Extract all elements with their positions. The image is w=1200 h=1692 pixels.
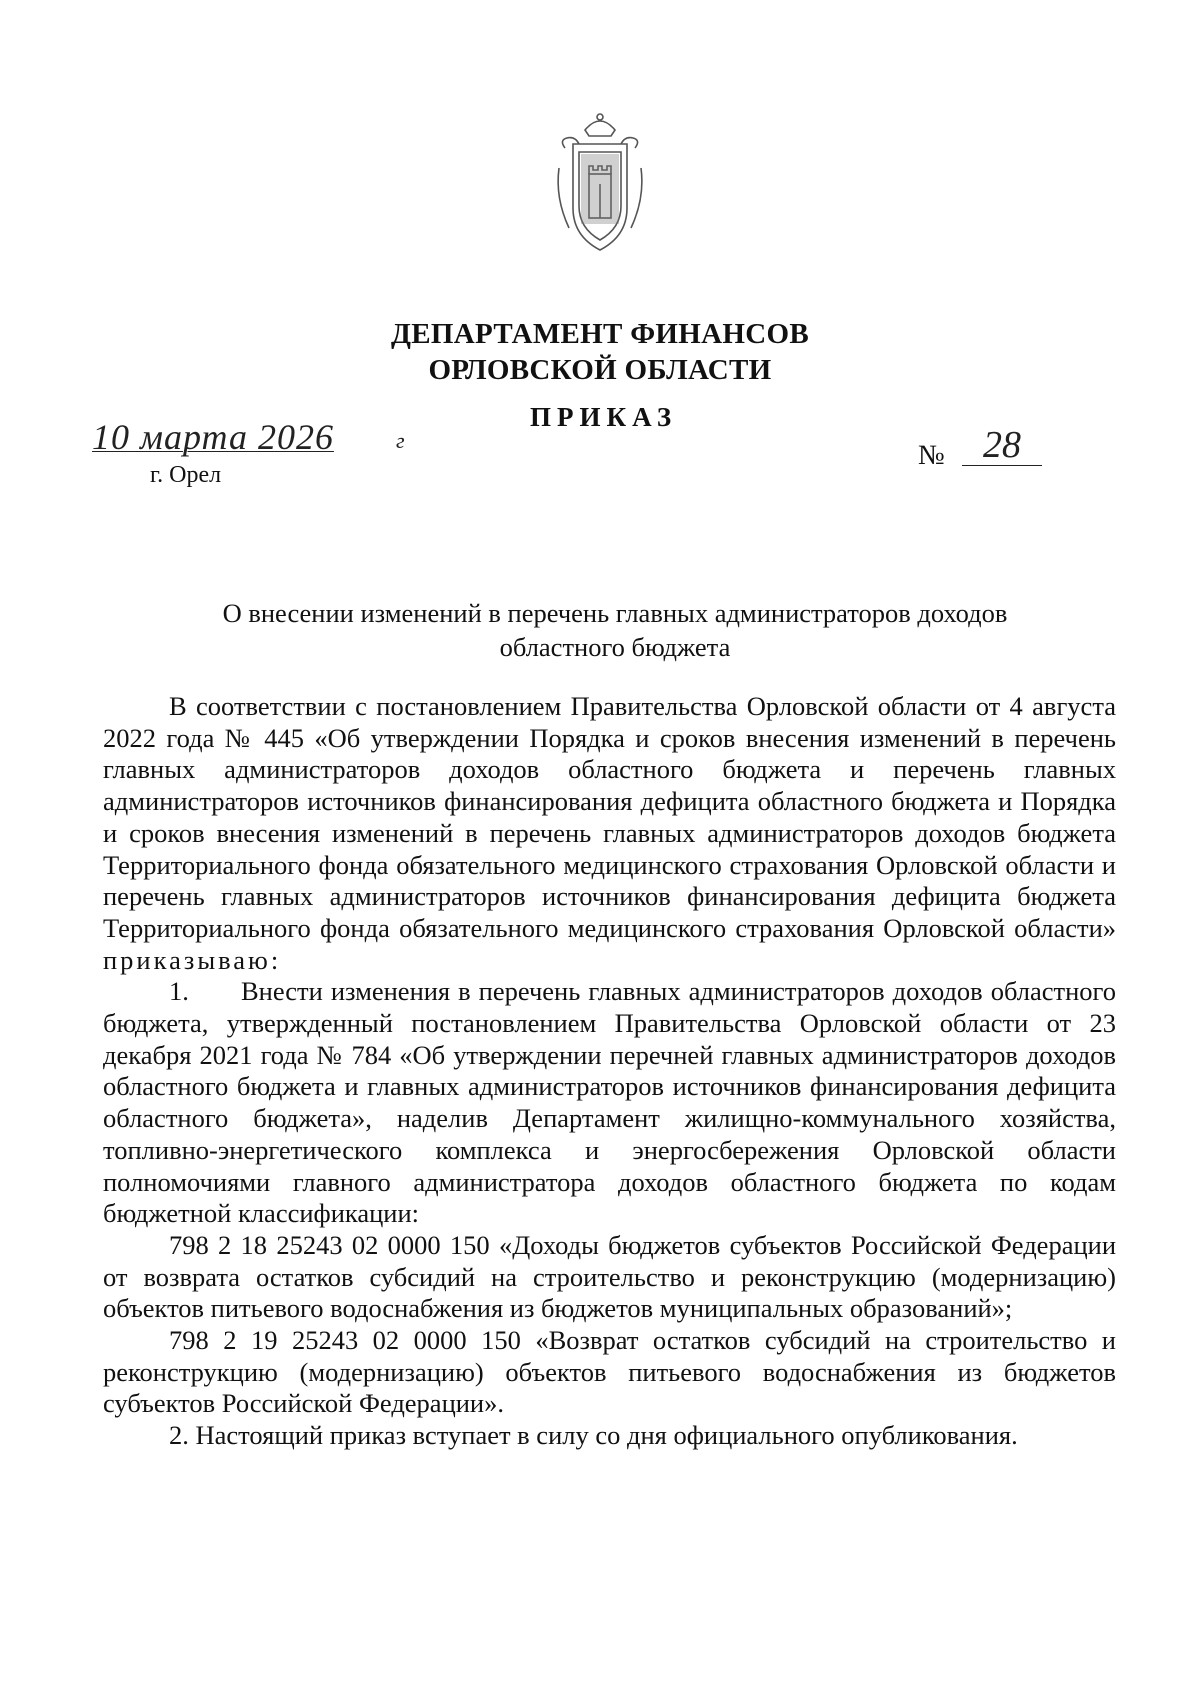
item1-text: Внести изменения в перечень главных администраторов доходов областного бюджета, утвержденный постановлением Правительства Орловской области от 23 декабря 2021 года № 784 «Об утверждении перечней главных администраторов доходов областного бюджета и главных администраторов источников финансирования дефицита областного бюджета», наделив Департамент жилищно-коммунального хозяйства, топливно-энергетического комплекса и энергосбережения Орловской области полномочиями главного администратора доходов областного бюджета по кодам бюджетной классификации: xyxy=(103,976,1116,1229)
item1-number: 1. xyxy=(169,976,189,1007)
organization-name-line1: ДЕПАРТАМЕНТ ФИНАНСОВ xyxy=(391,318,809,350)
order-body xyxy=(103,691,1116,1452)
number-label: № xyxy=(918,440,945,471)
subject-line2: областного бюджета xyxy=(499,632,731,662)
order-subject xyxy=(150,596,1080,664)
preamble-paragraph xyxy=(103,691,1116,976)
organization-name-line2: ОРЛОВСКОЙ ОБЛАСТИ xyxy=(428,354,772,386)
order-word: приказываю: xyxy=(103,944,282,975)
preamble-text: В соответствии с постановлением Правительства Орловской области от 4 августа 2022 года № 445 «Об утверждении Порядка и сроков внесения изменений в перечень главных администраторов доходов областного бюджета и перечень главных администраторов источников финансирования дефицита областного бюджета и Порядка и сроков внесения изменений в перечень главных администраторов доходов бюджета Территориального фонда обязательного медицинского страхования Орловской области и перечень главных администраторов источников финансирования дефицита бюджета Территориального фонда обязательного медицинского страхования Орловской области» xyxy=(103,691,1116,943)
coat-of-arms-emblem xyxy=(545,108,655,258)
handwritten-number: 28 xyxy=(962,425,1042,466)
date-year-suffix: г xyxy=(396,428,405,453)
item1-paragraph xyxy=(103,976,1116,1230)
handwritten-date: 10 марта 2026 xyxy=(92,417,334,457)
city-label: г. Орел xyxy=(150,462,222,488)
item2-paragraph: 2. Настоящий приказ вступает в силу со дня официального опубликования. xyxy=(169,1420,1018,1451)
budget-code2-paragraph: 798 2 19 25243 02 0000 150 «Возврат остатков субсидий на строительство и реконструкцию (модернизацию) объектов питьевого водоснабжения из бюджетов субъектов Российской Федерации». xyxy=(103,1325,1116,1419)
document-type: ПРИКАЗ xyxy=(530,402,678,432)
budget-code1-paragraph: 798 2 18 25243 02 0000 150 «Доходы бюджетов субъектов Российской Федерации от возврата остатков субсидий на строительство и реконструкцию (модернизацию) объектов питьевого водоснабжения из бюджетов муниципальных образований»; xyxy=(103,1229,1116,1324)
subject-line1: О внесении изменений в перечень главных администраторов доходов xyxy=(222,598,1008,628)
